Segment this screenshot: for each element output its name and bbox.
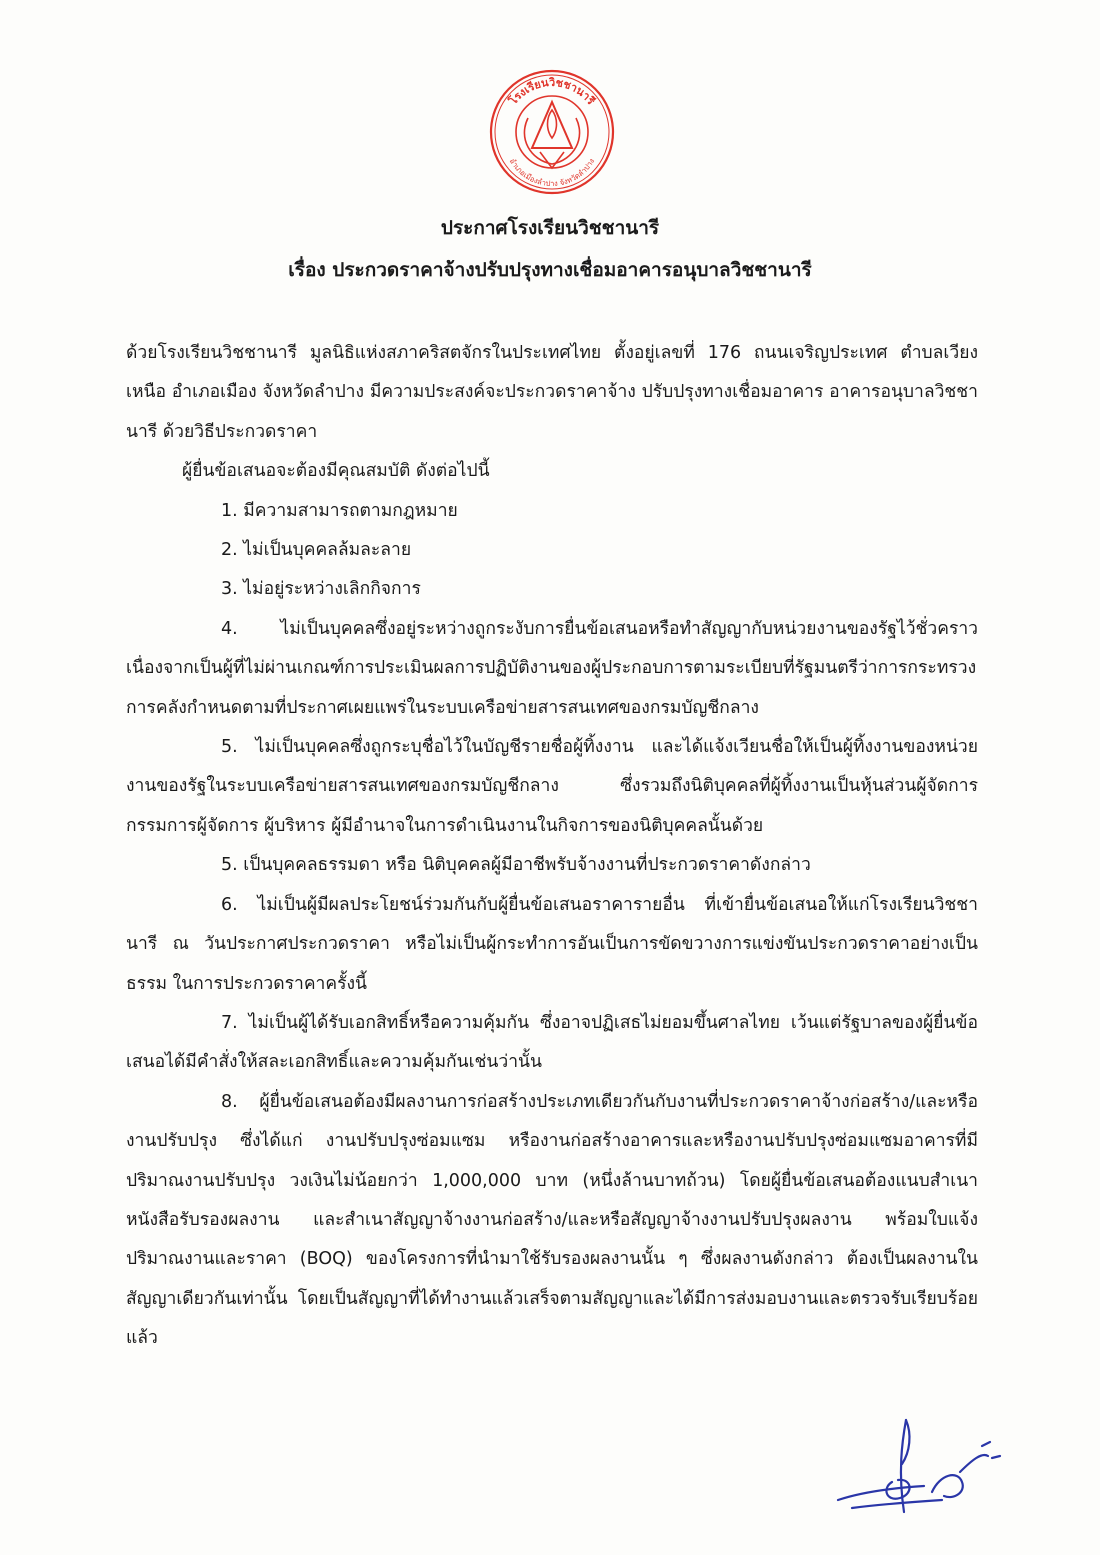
announcement-subject: เรื่อง ประกวดราคาจ้างปรับปรุงทางเชื่อมอาคารอนุบาลวิชชานารี xyxy=(288,259,812,281)
qualification-item: 2. ไม่เป็นบุคคลล้มละลาย xyxy=(221,540,412,561)
qualification-item: 8. ผู้ยื่นข้อเสนอต้องมีผลงานการก่อสร้างประเภทเดียวกันกับงานที่ประกวดราคาจ้างก่อสร้าง/และหรืองานปรับปรุง ซึ่งได้แก่ งานปรับปรุงซ่อมแซม หรืองานก่อสร้างอาคารและหรืองานปรับปรุงซ่อมแซมอาคารที่มีปริมาณงานปรับปรุง วงเงินไม่น้อยกว่า 1,000,000 บาท (หนึ่งล้านบาทถ้วน) โดยผู้ยื่นข้อเสนอต้องแนบสำเนาหนังสือรับรองผลงาน และสำเนาสัญญาจ้างงานก่อสร้าง/และหรือสัญญาจ้างงานปรับปรุงผลงาน พร้อมใบแจ้งปริมาณงานและราคา (BOQ) ของโครงการที่นำมาใช้รับรองผลงานนั้น ๆ ซึ่งผลงานดังกล่าว ต้องเป็นผลงานในสัญญาเดียวกันเท่านั้น โดยเป็นสัญญาที่ได้ทำงานแล้วเสร็จตามสัญญาและได้มีการส่งมอบงานและตรวจรับเรียบร้อยแล้ว xyxy=(126,1091,978,1349)
announcement-title: ประกาศโรงเรียนวิชชานารี xyxy=(440,217,660,239)
qualification-item: 5. เป็นบุคคลธรรมดา หรือ นิติบุคคลผู้มีอาชีพรับจ้างงานที่ประกวดราคาดังกล่าว xyxy=(221,855,811,876)
seal-top-text: โรงเรียนวิชชานารี xyxy=(506,75,598,108)
qualification-item: 4. ไม่เป็นบุคคลซึ่งอยู่ระหว่างถูกระงับการยื่นข้อเสนอหรือทำสัญญากับหน่วยงานของรัฐไว้ชั่วคราว เนื่องจากเป็นผู้ที่ไม่ผ่านเกณฑ์การประเมินผลการปฏิบัติงานของผู้ประกอบการตามระเบียบที่รัฐมนตรีว่าการกระทรวงการคลังกำหนดตามที่ประกาศเผยแพร่ในระบบเครือข่ายสารสนเทศของกรมบัญชีกลาง xyxy=(126,618,978,718)
qualification-item: 6. ไม่เป็นผู้มีผลประโยชน์ร่วมกันกับผู้ยื่นข้อเสนอราคารายอื่น ที่เข้ายื่นข้อเสนอให้แก่โรงเรียนวิชชานารี ณ วันประกาศประกวดราคา หรือไม่เป็นผู้กระทำการอันเป็นการขัดขวางการแข่งขันประกวดราคาอย่างเป็นธรรม ในการประกวดราคาครั้งนี้ xyxy=(126,894,978,994)
document-body xyxy=(126,334,978,1359)
qualification-item: 5. ไม่เป็นบุคคลซึ่งถูกระบุชื่อไว้ในบัญชีรายชื่อผู้ทิ้งงาน และได้แจ้งเวียนชื่อให้เป็นผู้ทิ้งงานของหน่วยงานของรัฐในระบบเครือข่ายสารสนเทศของกรมบัญชีกลาง ซึ่งรวมถึงนิติบุคคลที่ผู้ทิ้งงานเป็นหุ้นส่วนผู้จัดการ กรรมการผู้จัดการ ผู้บริหาร ผู้มีอำนาจในการดำเนินงานในกิจการของนิติบุคคลนั้นด้วย xyxy=(126,737,978,836)
seal-bottom-text: อำเภอเมืองลำปาง จังหวัดลำปาง xyxy=(507,156,597,189)
qualification-item: 7. ไม่เป็นผู้ได้รับเอกสิทธิ์หรือความคุ้มกัน ซึ่งอาจปฏิเสธไม่ยอมขึ้นศาลไทย เว้นแต่รัฐบาลของผู้ยื่นข้อเสนอได้มีคำสั่งให้สละเอกสิทธิ์และความคุ้มกันเช่นว่านั้น xyxy=(126,1012,978,1073)
qualifications-heading: ผู้ยื่นข้อเสนอจะต้องมีคุณสมบัติ ดังต่อไปนี้ xyxy=(182,461,490,482)
signature xyxy=(832,1412,1010,1518)
qualification-item: 3. ไม่อยู่ระหว่างเลิกกิจการ xyxy=(221,579,421,600)
school-seal-logo xyxy=(488,68,616,196)
qualification-item: 1. มีความสามารถตามกฎหมาย xyxy=(221,500,458,521)
intro-paragraph: ด้วยโรงเรียนวิชชานารี มูลนิธิแห่งสภาคริสตจักรในประเทศไทย ตั้งอยู่เลขที่ 176 ถนนเจริญประเทศ ตำบลเวียงเหนือ อำเภอเมือง จังหวัดลำปาง มีความประสงค์จะประกวดราคาจ้าง ปรับปรุงทางเชื่อมอาคาร อาคารอนุบาลวิชชานารี ด้วยวิธีประกวดราคา xyxy=(126,343,978,442)
